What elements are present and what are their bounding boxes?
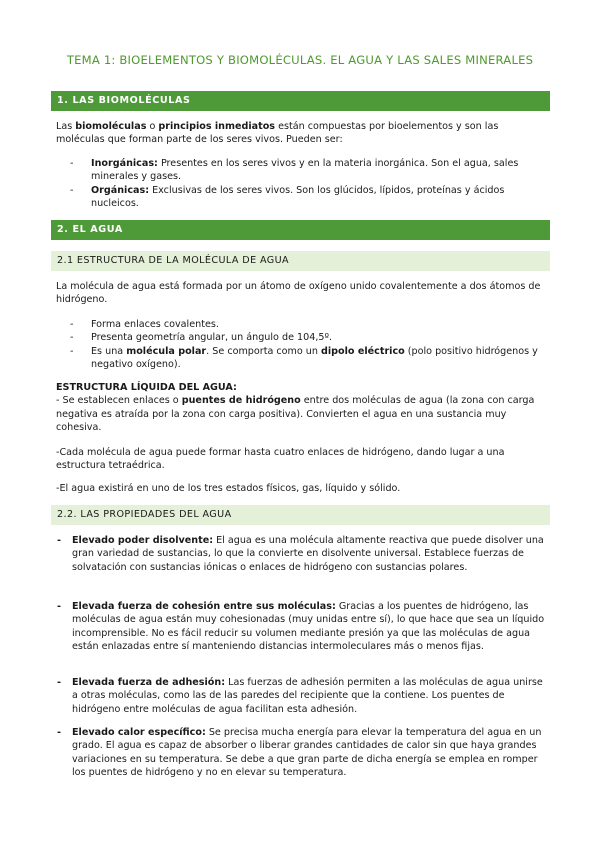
estructura-intro: La molécula de agua está formada por un átomo de oxígeno unido covalentemente a dos átomos de hidrógeno. [56,281,541,306]
propiedades-list-adhesion [57,676,547,716]
bullet-dash: - [70,319,74,330]
bullet-dash: - [70,332,74,344]
estructura-liquida-p3: -El agua existirá en uno de los tres estados físicos, gas, líquido y sólido. [56,483,401,494]
list-item-calor-especifico: - Elevado calor específico: Se precisa mucha energía para elevar la temperatura del agua en un grado. El agua es capaz de absorber o liberar grandes cantidades de calor sin que haya grandes variaciones en su temperatura. Se debe a que gran parte de dicha energía se emplea en romper los puentes de hidrógeno y no en elevar su temperatura. [57,727,542,779]
estructura-liquida-heading: ESTRUCTURA LÍQUIDA DEL AGUA: [56,382,237,393]
bullet-dash: - [57,677,61,688]
propiedades-list [57,534,547,574]
section-heading-agua: 2. EL AGUA [51,220,550,240]
biomoleculas-list [70,157,548,211]
subsection-heading-propiedades: 2.2. LAS PROPIEDADES DEL AGUA [51,505,550,525]
propiedades-list-calor [57,726,547,780]
list-item-inorganicas: - Inorgánicas: Presentes en los seres vivos y en la materia inorgánica. Son el agua, sales minerales y gases. [70,158,519,183]
term-biomoleculas: biomoléculas [75,121,147,132]
subsection-heading-estructura: 2.1 ESTRUCTURA DE LA MOLÉCULA DE AGUA [51,251,550,271]
estructura-list [70,318,548,372]
estructura-liquida-p1: - Se establecen enlaces o puentes de hidrógeno entre dos moléculas de agua (la zona con carga negativa es atraída por la zona con carga positiva). Convierten el agua en una sustancia muy cohesiva. [56,395,535,434]
biomoleculas-intro: Las biomoléculas o principios inmediatos están compuestas por bioelementos y son las moléculas que forman parte de los seres vivos. Pueden ser: [56,121,499,146]
list-item-fuerza-cohesion: - Elevada fuerza de cohesión entre sus moléculas: Gracias a los puentes de hidrógeno, las moléculas de agua están muy cohesionadas (muy unidas entre sí), lo que hace que sea un líquido incomprensible. No es fácil reducir su volumen mediante presión ya que las moléculas de agua están enlazadas entre sí manteniendo distancias intermoleculares más o menos fijas. [57,601,545,653]
document-title: TEMA 1: BIOELEMENTOS Y BIOMOLÉCULAS. EL AGUA Y LAS SALES MINERALES [66,53,534,67]
term-principios-inmediatos: principios inmediatos [158,121,276,132]
list-item-polar: - Es una molécula polar. Se comporta como un dipolo eléctrico (polo positivo hidrógenos y negativo oxígeno). [70,345,538,371]
bullet-dash: - [57,727,61,738]
bullet-dash: - [57,535,61,546]
list-item-geometria: - Presenta geometría angular, un ángulo de 104,5º. [70,332,333,344]
bullet-dash: - [70,158,74,169]
list-item-poder-disolvente: - Elevado poder disolvente: El agua es una molécula altamente reactiva que puede disolver una gran variedad de sustancias, lo que la convierte en disolvente universal. Establece fuerzas de solvatación con sustancias iónicas o enlaces de hidrógeno con sustancias polares. [57,535,544,573]
bullet-dash: - [70,184,74,196]
list-item-organicas: - Orgánicas: Exclusivas de los seres vivos. Son los glúcidos, lípidos, proteínas y ácidos nucleicos. [70,184,505,210]
propiedades-list-cohesion [57,600,547,654]
list-item-enlaces: - Forma enlaces covalentes. [70,319,219,330]
section-heading-biomoleculas: 1. LAS BIOMOLÉCULAS [51,91,550,111]
estructura-liquida-p2: -Cada molécula de agua puede formar hasta cuatro enlaces de hidrógeno, dando lugar a una estructura tetraédrica. [56,447,505,472]
list-item-fuerza-adhesion: - Elevada fuerza de adhesión: Las fuerzas de adhesión permiten a las moléculas de agua unirse a otras moléculas, como las de las paredes del recipiente que la contiene. Los puentes de hidrógeno entre moléculas de agua facilitan esta adhesión. [57,677,543,715]
bullet-dash: - [57,601,61,612]
estructura-liquida [56,381,546,435]
bullet-dash: - [70,345,74,357]
